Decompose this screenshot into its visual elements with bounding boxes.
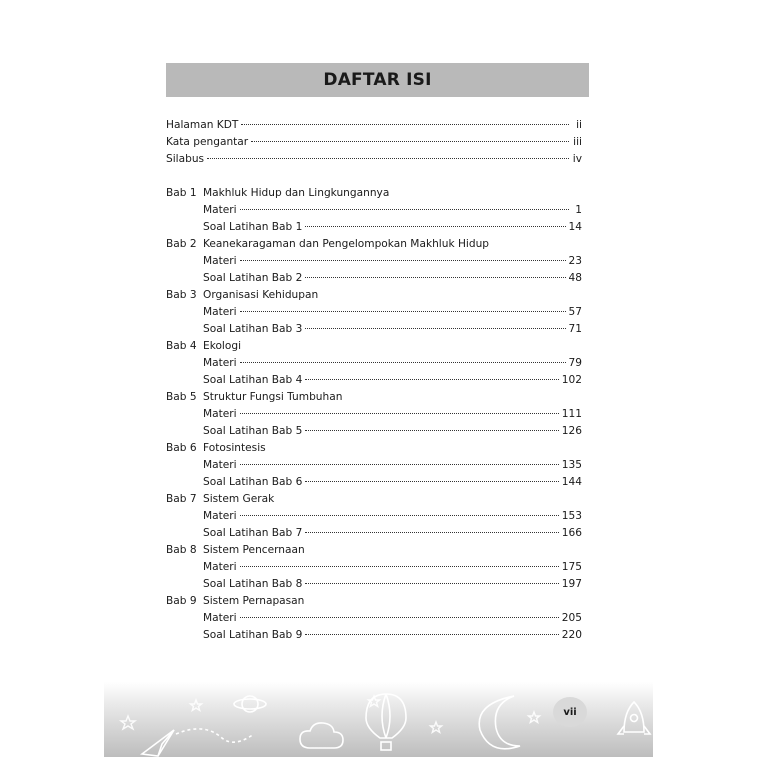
chapter-heading[interactable] (166, 391, 582, 408)
toc-entry-label: Materi (203, 561, 237, 573)
dot-leader (305, 481, 558, 482)
toc-entry-label: Silabus (166, 153, 205, 165)
dot-leader (251, 141, 569, 142)
rocket-icon (618, 702, 650, 734)
toc-entry-soal[interactable] (203, 221, 582, 238)
toc-entry-page: 48 (568, 272, 582, 284)
toc-entry-page: iv (572, 153, 582, 165)
dot-leader (305, 226, 565, 227)
toc-entry-page: 135 (561, 459, 582, 471)
chapter-number: Bab 9 (166, 595, 197, 607)
dot-leader (305, 277, 565, 278)
toc-entry-soal[interactable] (203, 374, 582, 391)
chapter-title: Keanekaragaman dan Pengelompokan Makhluk Hidup (203, 238, 490, 250)
toc-entry-label: Materi (203, 204, 237, 216)
toc-entry-materi[interactable] (203, 612, 582, 629)
toc-entry-label: Kata pengantar (166, 136, 249, 148)
toc-entry-page: 220 (561, 629, 582, 641)
toc-entry-label: Soal Latihan Bab 6 (203, 476, 303, 488)
toc-entry-label: Soal Latihan Bab 8 (203, 578, 303, 590)
dot-leader (305, 328, 565, 329)
toc-entry-materi[interactable] (203, 408, 582, 425)
toc-entry-materi[interactable] (203, 357, 582, 374)
toc-entry-materi[interactable] (203, 510, 582, 527)
toc-entry-page: 111 (561, 408, 582, 420)
toc-entry-page: 197 (561, 578, 582, 590)
dot-leader (240, 464, 559, 465)
toc-entry-soal[interactable] (203, 323, 582, 340)
dot-leader (240, 362, 566, 363)
chapter-heading[interactable] (166, 442, 582, 459)
toc-entry-label: Soal Latihan Bab 2 (203, 272, 303, 284)
dot-leader (305, 583, 558, 584)
chapter-number: Bab 2 (166, 238, 197, 250)
toc-entry-soal[interactable] (203, 578, 582, 595)
toc-entry-soal[interactable] (203, 629, 582, 646)
chapter-number: Bab 7 (166, 493, 197, 505)
page-number: vii (563, 706, 577, 718)
chapter-number: Bab 5 (166, 391, 197, 403)
toc-entry-page: 205 (561, 612, 582, 624)
chapter-heading[interactable] (166, 187, 582, 204)
chapter-heading[interactable] (166, 493, 582, 510)
toc-entry-page: 102 (561, 374, 582, 386)
toc-entry-page: 175 (561, 561, 582, 573)
chapter-title: Organisasi Kehidupan (203, 289, 319, 301)
chapter-number: Bab 1 (166, 187, 197, 199)
toc-entry-page: ii (576, 119, 582, 131)
dot-leader (305, 532, 558, 533)
toc-entry-label: Materi (203, 510, 237, 522)
dot-leader (305, 430, 558, 431)
moon-icon (479, 696, 520, 749)
toc-entry-label: Materi (203, 408, 237, 420)
chapter-heading[interactable] (166, 340, 582, 357)
chapter-heading[interactable] (166, 238, 582, 255)
chapter-title: Fotosintesis (203, 442, 266, 454)
chapter-number: Bab 6 (166, 442, 197, 454)
chapter-title: Ekologi (203, 340, 242, 352)
chapter-number: Bab 3 (166, 289, 197, 301)
toc-entry-label: Materi (203, 612, 237, 624)
chapter-title: Sistem Pencernaan (203, 544, 305, 556)
page-number-badge (553, 697, 587, 727)
toc-entry-front-matter[interactable] (166, 136, 582, 153)
toc-entry-label: Materi (203, 357, 237, 369)
toc-entry-page: 23 (568, 255, 582, 267)
toc-entry-soal[interactable] (203, 476, 582, 493)
chapter-number: Bab 8 (166, 544, 197, 556)
toc-entry-page: 1 (575, 204, 582, 216)
toc-entry-page: 79 (568, 357, 582, 369)
dot-leader (240, 311, 566, 312)
star-icon (121, 716, 135, 729)
dot-leader (240, 209, 569, 210)
toc-entry-page: 71 (568, 323, 582, 335)
toc-entry-soal[interactable] (203, 527, 582, 544)
paper-plane-icon (142, 729, 254, 756)
chapter-title: Sistem Gerak (203, 493, 275, 505)
chapter-title: Makhluk Hidup dan Lingkungannya (203, 187, 390, 199)
toc-entry-page: 57 (568, 306, 582, 318)
toc-entry-materi[interactable] (203, 204, 582, 221)
star-icon (529, 712, 540, 722)
toc-entry-front-matter[interactable] (166, 119, 582, 136)
toc-entry-materi[interactable] (203, 561, 582, 578)
toc-entry-soal[interactable] (203, 425, 582, 442)
star-icon (191, 700, 202, 710)
toc-entry-materi[interactable] (203, 255, 582, 272)
dot-leader (305, 379, 558, 380)
toc-entry-label: Soal Latihan Bab 5 (203, 425, 303, 437)
cloud-icon (300, 723, 343, 748)
toc-entry-label: Materi (203, 459, 237, 471)
toc-entry-soal[interactable] (203, 272, 582, 289)
toc-entry-materi[interactable] (203, 459, 582, 476)
dot-leader (240, 515, 559, 516)
toc-entry-page: 153 (561, 510, 582, 522)
toc-entry-page: 144 (561, 476, 582, 488)
dot-leader (207, 158, 569, 159)
planet-icon (234, 696, 266, 712)
chapter-title: Sistem Pernapasan (203, 595, 305, 607)
page-title: DAFTAR ISI (323, 70, 432, 90)
toc-entry-label: Soal Latihan Bab 4 (203, 374, 303, 386)
chapter-title: Struktur Fungsi Tumbuhan (203, 391, 343, 403)
dot-leader (240, 566, 559, 567)
chapter-heading[interactable] (166, 595, 582, 612)
title-bar (166, 63, 589, 97)
toc-entry-page: 126 (561, 425, 582, 437)
toc-entry-materi[interactable] (203, 306, 582, 323)
toc-entry-front-matter[interactable] (166, 153, 582, 170)
dot-leader (240, 413, 559, 414)
dot-leader (240, 617, 559, 618)
toc-entry-label: Materi (203, 306, 237, 318)
toc-entry-page: 166 (561, 527, 582, 539)
chapter-heading[interactable] (166, 544, 582, 561)
dot-leader (240, 260, 566, 261)
dot-leader (305, 634, 558, 635)
chapter-number: Bab 4 (166, 340, 197, 352)
star-icon (431, 722, 442, 732)
dot-leader (241, 124, 569, 125)
chapter-heading[interactable] (166, 289, 582, 306)
toc-entry-label: Soal Latihan Bab 3 (203, 323, 303, 335)
toc-entry-label: Soal Latihan Bab 9 (203, 629, 303, 641)
toc-entry-page: iii (573, 136, 582, 148)
toc-entry-page: 14 (568, 221, 582, 233)
toc-entry-label: Soal Latihan Bab 1 (203, 221, 303, 233)
toc-entry-label: Halaman KDT (166, 119, 239, 131)
toc-entry-label: Soal Latihan Bab 7 (203, 527, 303, 539)
toc-entry-label: Materi (203, 255, 237, 267)
